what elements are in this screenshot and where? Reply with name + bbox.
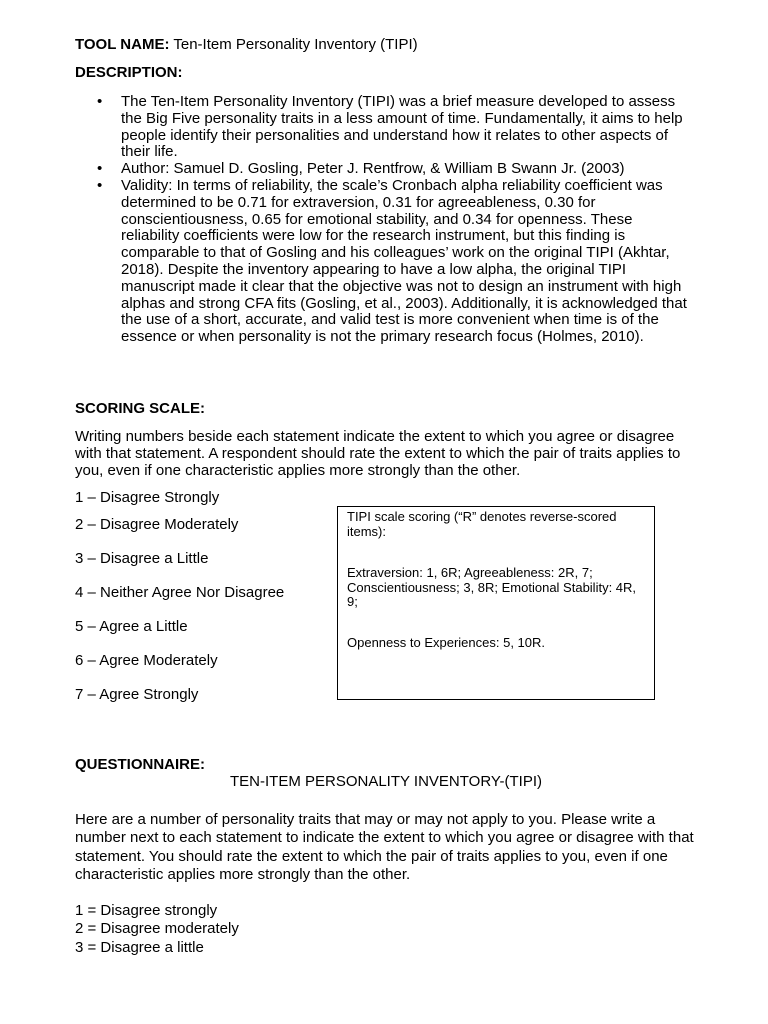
scale-item: 1 – Disagree Strongly [75, 489, 220, 506]
questionnaire-title: TEN-ITEM PERSONALITY INVENTORY-(TIPI) [230, 773, 542, 790]
scale-item: 2 – Disagree Moderately [75, 516, 239, 533]
box-line-1: Extraversion: 1, 6R; Agreeableness: 2R, 7; Conscientiousness; 3, 8R; Emotional Stability: 4R, 9; [347, 565, 637, 609]
tool-name-value: Ten-Item Personality Inventory (TIPI) [173, 36, 418, 53]
description-heading: DESCRIPTION: [75, 64, 183, 81]
scale-item: 7 – Agree Strongly [75, 686, 199, 703]
questionnaire-intro: Here are a number of personality traits that may or may not apply to you. Please write a number next to each statement to indicate the extent to which you agree or disagree with that statement. You should rate the extent to which the pair of traits applies to you, even if one characteristic applies more strongly than the other. [75, 811, 694, 884]
questionnaire-scale-item: 2 = Disagree moderately [75, 920, 239, 938]
scale-item: 5 – Agree a Little [75, 618, 188, 635]
questionnaire-scale-list [75, 902, 239, 957]
scoring-scale-list [75, 490, 315, 720]
questionnaire-scale-item: 1 = Disagree strongly [75, 902, 218, 919]
scoring-intro: Writing numbers beside each statement indicate the extent to which you agree or disagree with that statement. A respondent should rate the extent to which the pair of traits applies to you, even if one characteristic applies more strongly than the other. [75, 428, 681, 479]
scale-item: 6 – Agree Moderately [75, 652, 218, 669]
bullet-author: • Author: Samuel D. Gosling, Peter J. Rentfrow, & William B Swann Jr. (2003) [121, 161, 691, 178]
box-line-2: Openness to Experiences: 5, 10R. [347, 634, 546, 650]
tool-name-label: TOOL NAME: [75, 36, 170, 53]
questionnaire-heading: QUESTIONNAIRE: [75, 756, 206, 773]
questionnaire-scale-item: 3 = Disagree a little [75, 938, 204, 956]
bullet-validity: • Validity: In terms of reliability, the scale’s Cronbach alpha reliability coefficient was determined to be 0.71 for extraversion, 0.31 for agreeableness, 0.30 for conscientiousness, 0.65 for emotional stability, and 0.34 for openness. These reliability coefficients were low for the research instrument, but this finding is comparable to that of Gosling and his colleagues’ work on the original TIPI (Akhtar, 2018). Despite the inventory appearing to have a low alpha, the original TIPI manuscript made it clear that the objective was not to design an instrument with high alphas and strong CFA fits (Gosling, et al., 2003). Additionally, it is acknowledged that the use of a short, accurate, and valid test is more convenient when time is of the essence or when personality is not the primary research focus (Holmes, 2010). [121, 178, 691, 346]
tool-name-line [75, 37, 418, 54]
box-title: TIPI scale scoring (“R” denotes reverse-scored items): [347, 509, 617, 539]
scoring-scale-heading: SCORING SCALE: [75, 400, 206, 417]
description-bullet-list [121, 94, 691, 346]
scale-item: 4 – Neither Agree Nor Disagree [75, 584, 285, 601]
scale-item: 3 – Disagree a Little [75, 550, 209, 567]
bullet-overview: • The Ten-Item Personality Inventory (TIPI) was a brief measure developed to assess the Big Five personality traits in a less amount of time. Fundamentally, it aims to help people identify their personalities and understand how it relates to other aspects of their life. [121, 94, 691, 161]
tipi-scoring-box [337, 506, 655, 700]
